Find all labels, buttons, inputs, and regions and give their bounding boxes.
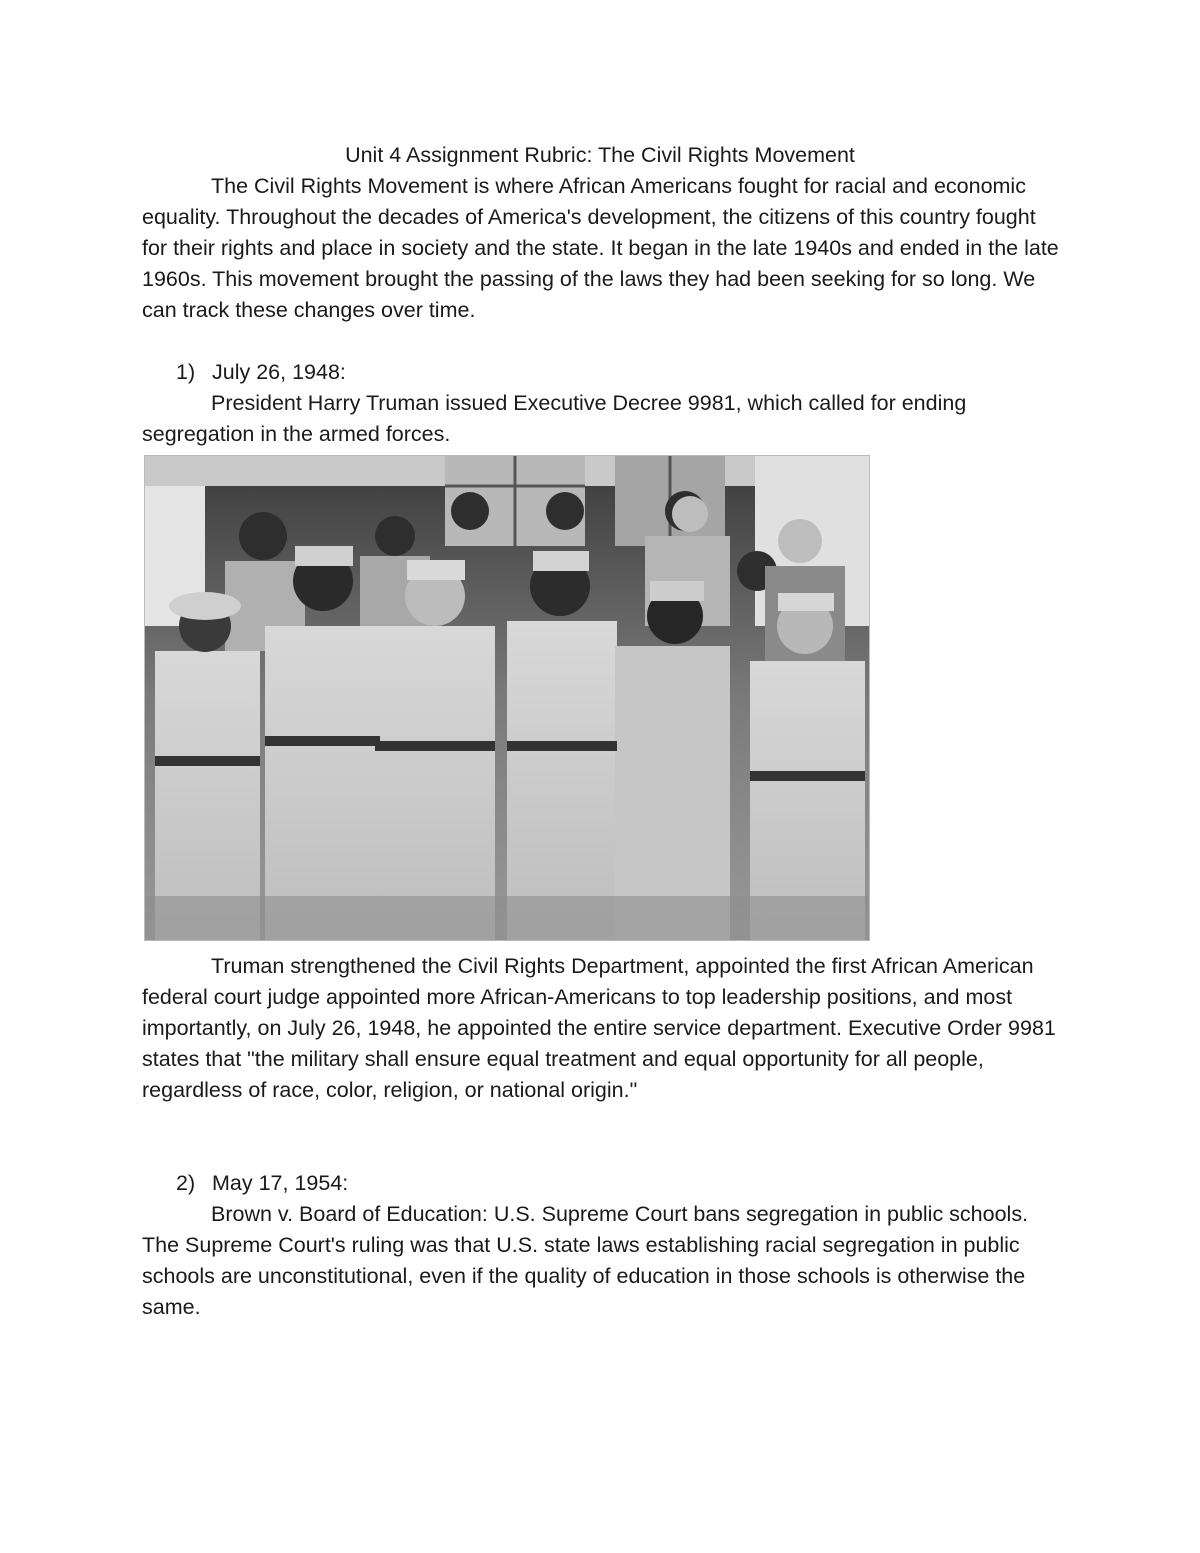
document-title: Unit 4 Assignment Rubric: The Civil Rights Movement bbox=[345, 143, 855, 167]
item-1-number: 1) bbox=[176, 360, 196, 384]
historical-photo bbox=[144, 455, 870, 941]
group-portrait-image bbox=[145, 456, 870, 941]
item-2-date: May 17, 1954: bbox=[212, 1171, 349, 1195]
item-1-body bbox=[142, 388, 1062, 450]
intro-section bbox=[142, 171, 1062, 326]
item-2-paragraph: Brown v. Board of Education: U.S. Supreme Court bans segregation in public schools. The Supreme Court's ruling was that U.S. state laws establishing racial segregation in public schools are unconstitutional, even if the quality of education in those schools is otherwise the same. bbox=[142, 1202, 1029, 1319]
item-2-heading bbox=[176, 1168, 348, 1199]
item-2-number: 2) bbox=[176, 1171, 196, 1195]
item-1-followup-paragraph: Truman strengthened the Civil Rights Department, appointed the first African American federal court judge appointed more African-Americans to top leadership positions, and most importantly, on July 26, 1948, he appointed the entire service department. Executive Order 9981 states that "the military shall ensure equal treatment and equal opportunity for all people, regardless of race, color, religion, or national origin." bbox=[142, 954, 1056, 1102]
item-2-body bbox=[142, 1199, 1062, 1323]
intro-paragraph: The Civil Rights Movement is where African Americans fought for racial and economic equality. Throughout the decades of America's development, the citizens of this country fought for their rights and place in society and the state. It began in the late 1940s and ended in the late 1960s. This movement brought the passing of the laws they had been seeking for so long. We can track these changes over time. bbox=[142, 174, 1059, 322]
item-1-date: July 26, 1948: bbox=[212, 360, 346, 384]
item-1-heading bbox=[176, 357, 346, 388]
item-1-paragraph: President Harry Truman issued Executive Decree 9981, which called for ending segregation in the armed forces. bbox=[142, 391, 967, 446]
item-1-followup bbox=[142, 951, 1062, 1106]
